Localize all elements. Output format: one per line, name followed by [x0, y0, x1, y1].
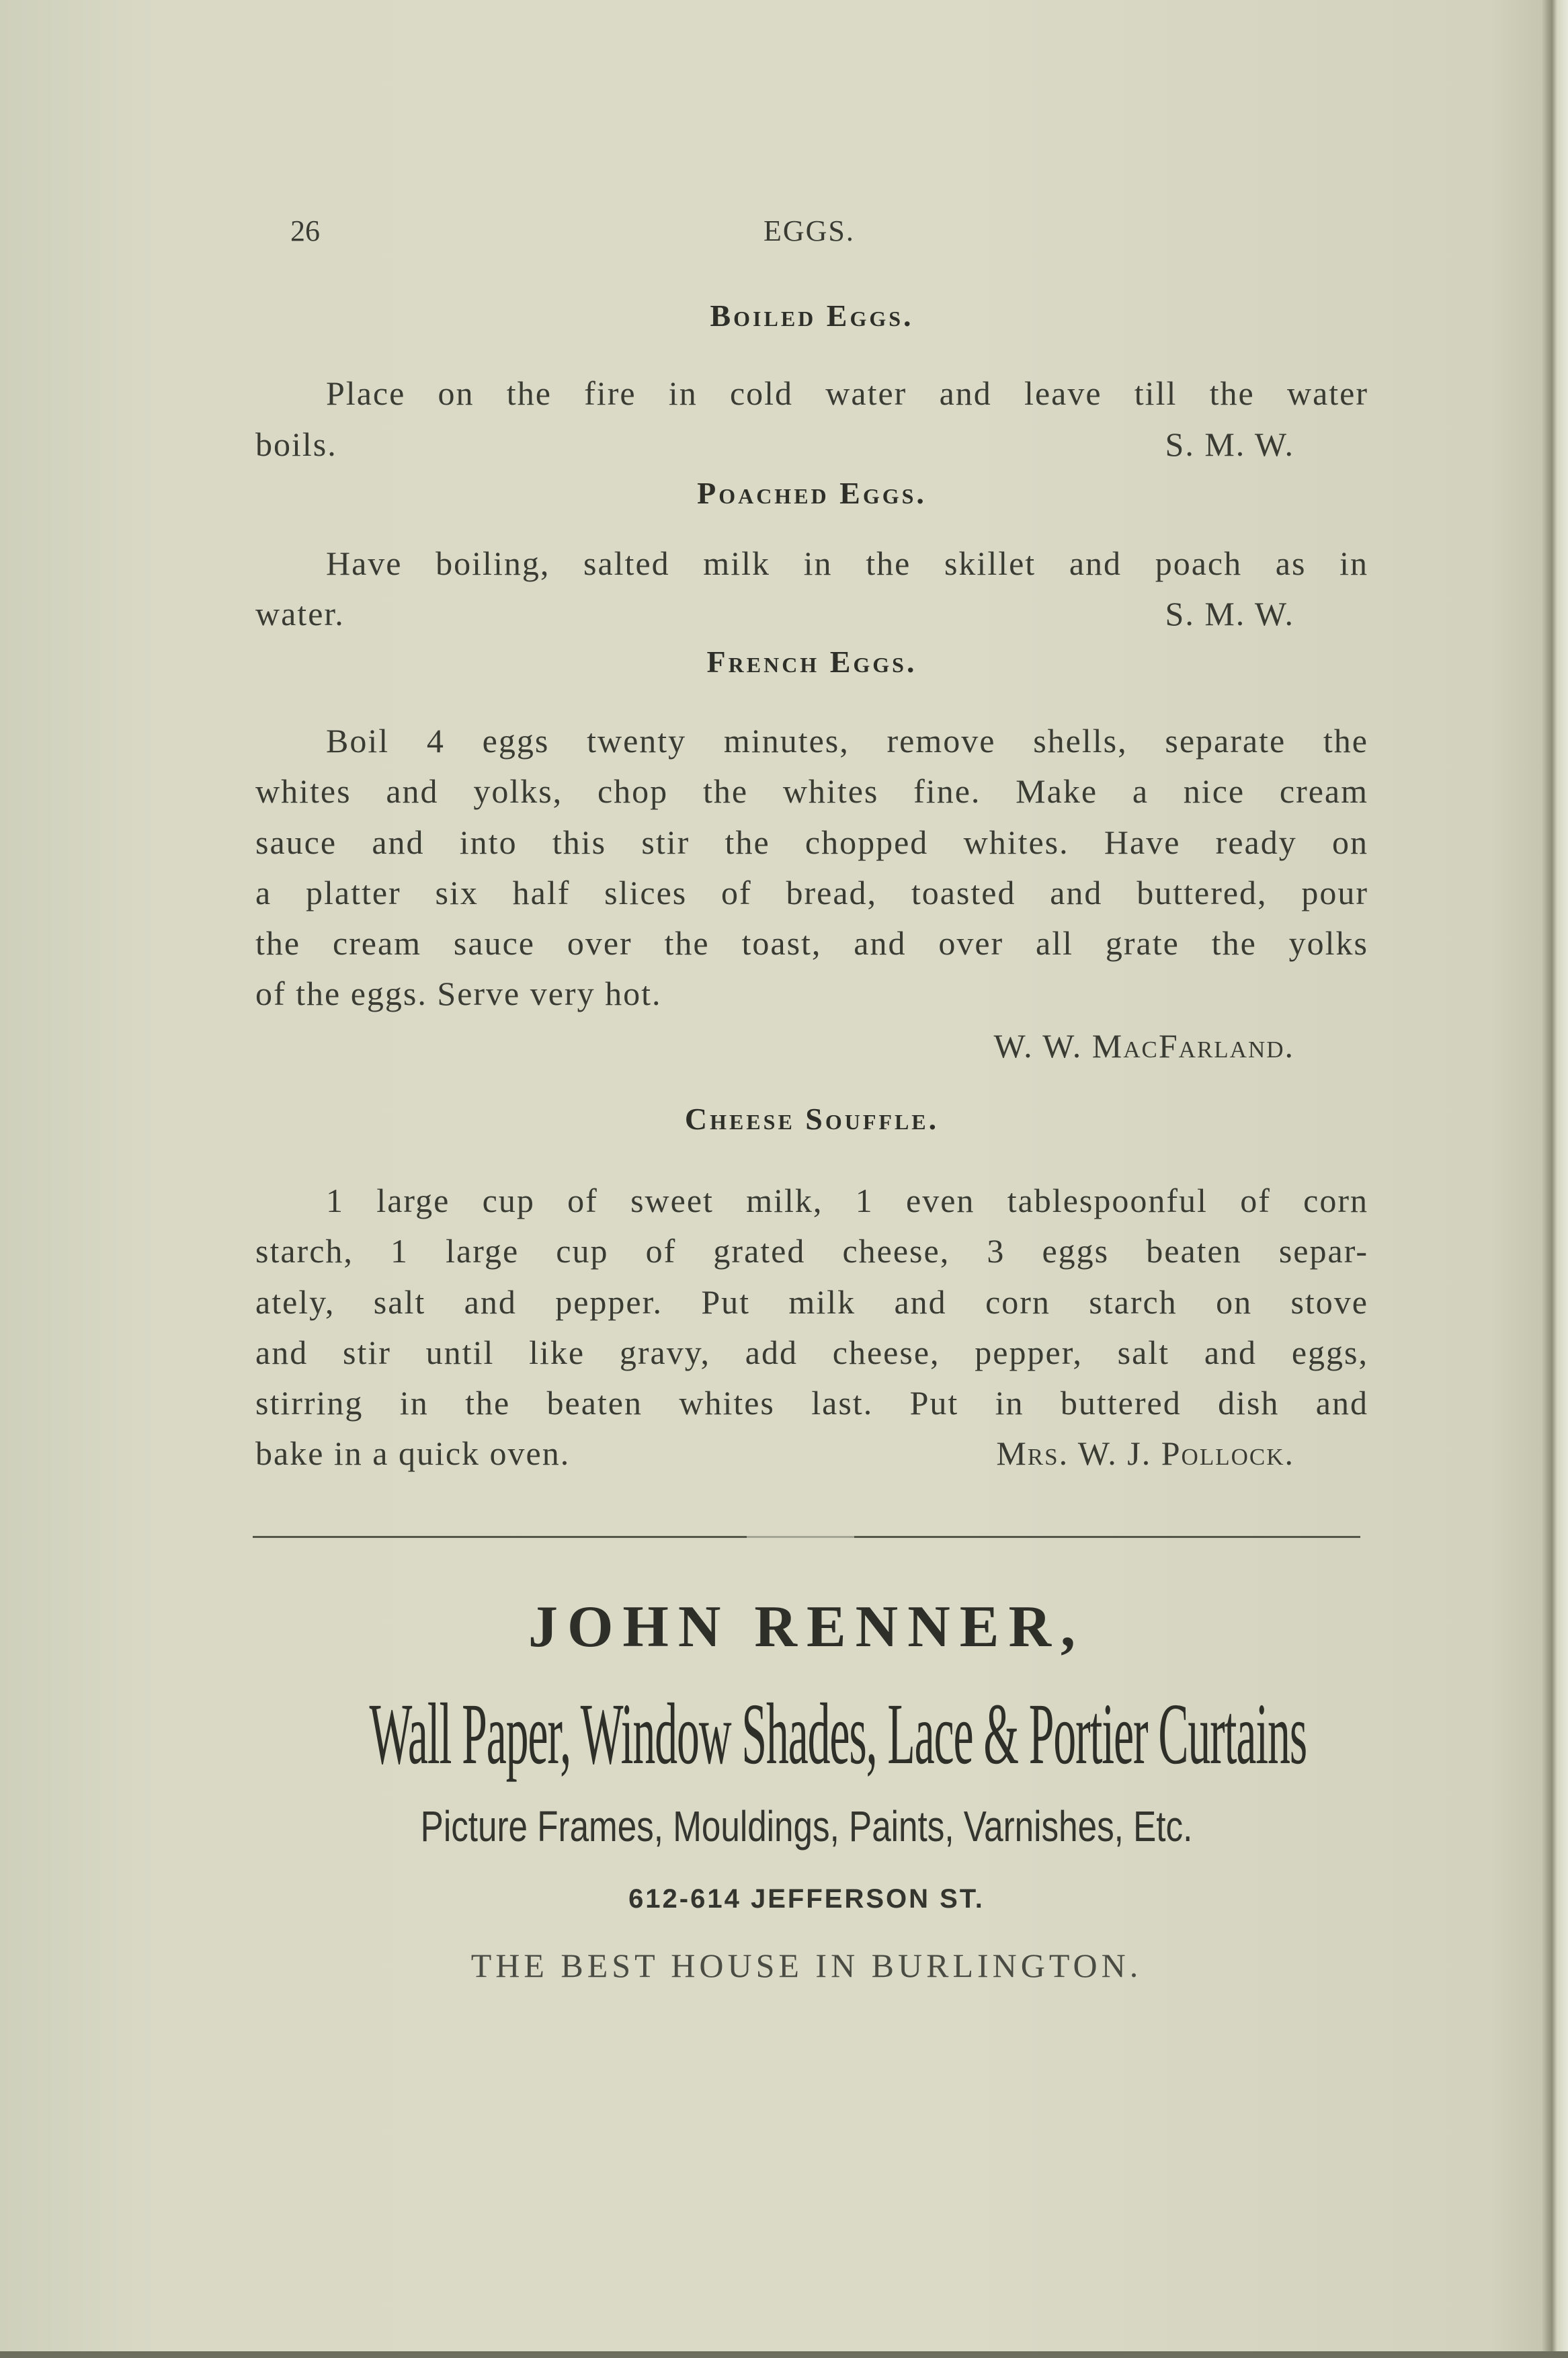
recipe-line: whites and yolks, chop the whites fine. Make a nice cream: [255, 772, 1368, 810]
recipe-last-line: [255, 589, 1368, 639]
recipe-author: S. M. W.: [1165, 595, 1294, 633]
recipe-line: bake in a quick oven.: [255, 1434, 571, 1472]
recipe-line: the cream sauce over the toast, and over all grate the yolks: [255, 924, 1368, 962]
recipe-line: a platter six half slices of bread, toasted and buttered, pour: [255, 874, 1368, 911]
recipe-line: Have boiling, salted milk in the skillet and poach as in: [326, 544, 1368, 582]
recipe-line: ately, salt and pepper. Put milk and corn starch on stove: [255, 1283, 1368, 1321]
recipe-last-line: [255, 1428, 1368, 1479]
recipe-line: of the eggs. Serve very hot.: [255, 975, 662, 1012]
recipe-title-poached-eggs: Poached Eggs.: [697, 476, 927, 510]
recipe-last-line: [255, 419, 1368, 470]
ad-address: 612-614 JEFFERSON ST.: [628, 1884, 985, 1914]
recipe-line: water.: [255, 595, 345, 633]
recipe-line: sauce and into this stir the chopped whites. Have ready on: [255, 823, 1368, 861]
recipe-author: Mrs. W. J. Pollock.: [996, 1434, 1294, 1472]
ad-headline: Wall Paper, Window Shades, Lace & Portier Curtains: [369, 1686, 1307, 1783]
ad-business-name: JOHN RENNER,: [528, 1594, 1085, 1660]
running-title: EGGS.: [764, 214, 855, 247]
ad-slogan: THE BEST HOUSE IN BURLINGTON.: [470, 1947, 1143, 1984]
page-edge: [1541, 0, 1568, 2358]
recipe-title-boiled-eggs: Boiled Eggs.: [710, 298, 914, 333]
page-bottom-edge: [0, 2351, 1568, 2358]
recipe-author: W. W. MacFarland.: [993, 1027, 1294, 1065]
recipe-author: S. M. W.: [1165, 425, 1294, 463]
recipe-line: stirring in the beaten whites last. Put in buttered dish and: [255, 1384, 1368, 1422]
divider-left: [253, 1536, 747, 1538]
recipe-line: boils.: [255, 425, 337, 463]
recipe-line: starch, 1 large cup of grated cheese, 3 eggs beaten separ-: [255, 1232, 1368, 1270]
divider-middle: [747, 1536, 854, 1538]
recipe-title-french-eggs: French Eggs.: [706, 645, 917, 679]
divider-right: [854, 1536, 1360, 1538]
recipe-line: 1 large cup of sweet milk, 1 even tablespoonful of corn: [326, 1182, 1368, 1219]
recipe-title-cheese-souffle: Cheese Souffle.: [684, 1102, 940, 1136]
recipe-line: Place on the fire in cold water and leave till the water: [326, 374, 1368, 412]
ad-subline: Picture Frames, Mouldings, Paints, Varnishes, Etc.: [420, 1802, 1193, 1851]
page-number: 26: [290, 214, 320, 247]
recipe-line: Boil 4 eggs twenty minutes, remove shells, separate the: [326, 722, 1368, 760]
recipe-line: and stir until like gravy, add cheese, pepper, salt and eggs,: [255, 1334, 1368, 1371]
